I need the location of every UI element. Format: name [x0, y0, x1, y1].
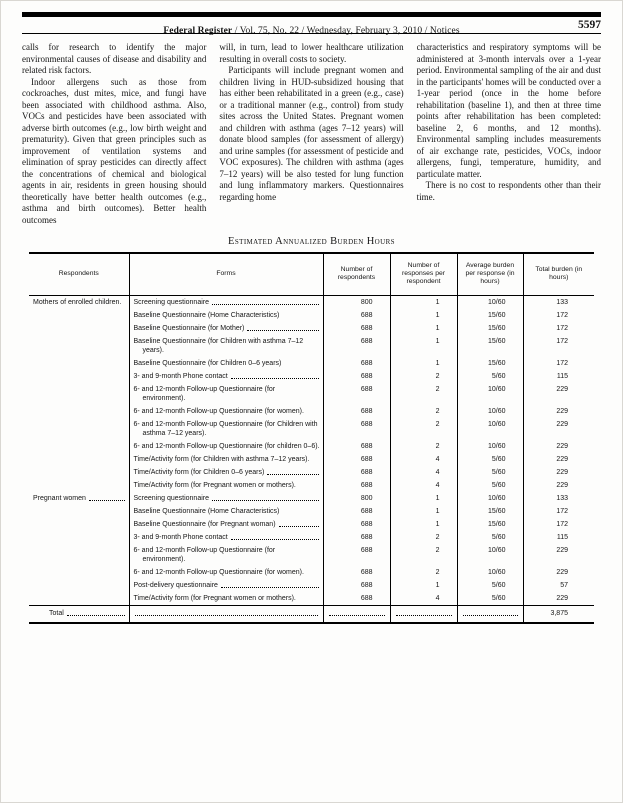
table-row [29, 466, 594, 479]
respondent-cell [29, 440, 129, 453]
total-burden-cell: 229 [523, 566, 594, 579]
paragraph: Indoor allergens such as those from cockroaches, dust mites, mice, and fungi have been associated with childhood asthma. Also, VOCs and pesticides have been associated with adverse birth outcomes (e.g., low birth weight and prematurity). Given that green principles such as improvement of ventilation systems and elimination of spray pesticides can directly affect the concentrations of chemical and biological agents in air, residents in green housing should theoretically have better health outcomes (e.g., asthma and birth outcomes). Better health outcomes [22, 76, 207, 225]
form-label [134, 324, 320, 333]
table-header-row [29, 253, 594, 295]
dotted-cell [323, 605, 390, 623]
table-total-row [29, 605, 594, 623]
total-burden-cell: 229 [523, 383, 594, 405]
respondent-cell [29, 518, 129, 531]
table-row [29, 440, 594, 453]
form-label: 6- and 12-month Follow-up Questionnaire (for environment). [133, 385, 276, 402]
total-burden-cell: 229 [523, 466, 594, 479]
table-row [29, 357, 594, 370]
dotted-leader [212, 500, 319, 501]
dotted-leader [463, 609, 518, 616]
form-cell [129, 479, 323, 492]
respondent-cell [29, 405, 129, 418]
respondent-cell [29, 322, 129, 335]
form-cell [129, 592, 323, 606]
form-label: 6- and 12-month Follow-up Questionnaire (for women). [133, 407, 304, 415]
table-row [29, 405, 594, 418]
avg-burden-cell: 5/60 [457, 370, 523, 383]
table-title: Estimated Annualized Burden Hours [228, 236, 395, 247]
masthead-line [22, 17, 601, 36]
avg-burden-cell: 10/60 [457, 544, 523, 566]
num-respondents-cell: 688 [323, 370, 390, 383]
form-label: Baseline Questionnaire (for Children 0–6 years) [133, 359, 282, 367]
form-cell [129, 370, 323, 383]
form-label [134, 298, 320, 307]
num-respondents-cell: 688 [323, 592, 390, 606]
num-responses-cell: 4 [390, 453, 457, 466]
paragraph: There is no cost to respondents other than their time. [416, 180, 601, 202]
form-label-text: 3- and 9-month Phone contact [133, 533, 228, 541]
avg-burden-cell: 15/60 [457, 505, 523, 518]
form-cell [129, 322, 323, 335]
form-cell [129, 295, 323, 309]
form-cell [129, 579, 323, 592]
respondent-cell [29, 505, 129, 518]
avg-burden-cell: 5/60 [457, 453, 523, 466]
num-responses-cell: 1 [390, 357, 457, 370]
table-row [29, 453, 594, 466]
table-row [29, 383, 594, 405]
form-label [134, 533, 320, 542]
num-responses-cell: 1 [390, 505, 457, 518]
respondent-cell [29, 579, 129, 592]
paragraph-continuation: will, in turn, lead to lower healthcare utilization resulting in overall costs to society. [219, 42, 404, 64]
form-label-text: Baseline Questionnaire (for Pregnant woman) [133, 520, 276, 528]
burden-table [29, 252, 594, 624]
avg-burden-cell: 15/60 [457, 309, 523, 322]
total-burden-cell: 229 [523, 544, 594, 566]
form-cell [129, 440, 323, 453]
avg-burden-cell: 15/60 [457, 357, 523, 370]
col-header-number-of-respondents: Number of respondents [323, 253, 390, 295]
avg-burden-cell: 5/60 [457, 592, 523, 606]
col-header-total-burden: Total burden (in hours) [523, 253, 594, 295]
num-respondents-cell: 688 [323, 357, 390, 370]
dotted-leader [247, 330, 318, 331]
respondent-cell [29, 531, 129, 544]
column-3 [417, 42, 601, 226]
respondent-cell [29, 544, 129, 566]
form-label: Time/Activity form (for Pregnant women or mothers). [133, 594, 296, 602]
table-row [29, 295, 594, 309]
dotted-leader [329, 609, 385, 616]
respondent-cell [29, 492, 129, 505]
form-label: Baseline Questionnaire (Home Characteristics) [133, 507, 280, 515]
form-cell [129, 492, 323, 505]
journal-name: Federal Register [163, 26, 233, 36]
num-respondents-cell: 688 [323, 322, 390, 335]
col-header-respondents: Respondents [29, 253, 129, 295]
paragraph: Participants will include pregnant women and children living in HUD-subsidized housing that has either been rehabilitated in a green (e.g., case) or a traditional manner (e.g., control) from study sites across the United States. Pregnant women and children with asthma (ages 7–12 years) will donate blood samples (for assessment of allergy) and urine samples (for assessment of pesticide and VOC exposures). The children with asthma (ages 7–12 years) will be also tested for lung function and lung inflammatory markers. Questionnaires regarding home [219, 65, 404, 202]
form-label-text: Screening questionnaire [133, 494, 209, 502]
table-row [29, 579, 594, 592]
num-respondents-cell: 688 [323, 309, 390, 322]
col-header-responses-per-respondent: Number of responses per respondent [390, 253, 457, 295]
num-responses-cell: 2 [390, 383, 457, 405]
num-responses-cell: 2 [390, 531, 457, 544]
form-label-text: Time/Activity form (for Children 0–6 years) [133, 468, 265, 476]
num-responses-cell: 2 [390, 405, 457, 418]
num-responses-cell: 4 [390, 592, 457, 606]
issue-info: / Vol. 75, No. 22 / Wednesday, February 3, 2010 / Notices [234, 26, 460, 36]
form-label-text: Baseline Questionnaire (for Mother) [133, 324, 245, 332]
total-burden-cell: 115 [523, 370, 594, 383]
avg-burden-cell: 10/60 [457, 492, 523, 505]
num-respondents-cell: 688 [323, 505, 390, 518]
num-responses-cell: 1 [390, 579, 457, 592]
table-row [29, 370, 594, 383]
dotted-leader [212, 304, 319, 305]
page-number: 5597 [578, 19, 601, 31]
dotted-leader [396, 609, 452, 616]
avg-burden-cell: 10/60 [457, 440, 523, 453]
num-respondents-cell: 688 [323, 440, 390, 453]
respondent-cell [29, 592, 129, 606]
form-label [134, 520, 320, 529]
num-respondents-cell: 688 [323, 453, 390, 466]
num-responses-cell: 1 [390, 309, 457, 322]
respondent-cell [29, 370, 129, 383]
form-label [134, 581, 320, 590]
avg-burden-cell: 10/60 [457, 566, 523, 579]
total-burden-cell: 172 [523, 357, 594, 370]
form-cell [129, 466, 323, 479]
form-label [134, 468, 320, 477]
form-cell [129, 531, 323, 544]
num-respondents-cell: 688 [323, 544, 390, 566]
num-respondents-cell: 688 [323, 466, 390, 479]
num-responses-cell: 4 [390, 479, 457, 492]
num-responses-cell: 2 [390, 440, 457, 453]
num-respondents-cell: 800 [323, 295, 390, 309]
num-responses-cell: 1 [390, 295, 457, 309]
total-burden-cell: 133 [523, 492, 594, 505]
table-row [29, 335, 594, 357]
col-header-average-burden: Average burden per response (in hours) [457, 253, 523, 295]
total-label-text: Total [49, 609, 64, 617]
table-row [29, 544, 594, 566]
num-responses-cell: 4 [390, 466, 457, 479]
form-label: 6- and 12-month Follow-up Questionnaire (for children 0–6). [133, 442, 320, 450]
respondent-cell [29, 453, 129, 466]
dotted-leader [221, 587, 319, 588]
num-responses-cell: 1 [390, 492, 457, 505]
table-row [29, 518, 594, 531]
table-row [29, 309, 594, 322]
table-row [29, 531, 594, 544]
total-burden-cell: 229 [523, 592, 594, 606]
respondent-cell [29, 357, 129, 370]
column-1 [22, 42, 206, 226]
total-label [49, 609, 126, 618]
form-label-text: 3- and 9-month Phone contact [133, 372, 228, 380]
form-label-text: Screening questionnaire [133, 298, 209, 306]
num-respondents-cell: 800 [323, 492, 390, 505]
total-burden-cell: 172 [523, 518, 594, 531]
form-label: Baseline Questionnaire (for Children with asthma 7–12 years). [133, 337, 304, 354]
avg-burden-cell: 15/60 [457, 335, 523, 357]
avg-burden-cell: 10/60 [457, 405, 523, 418]
form-cell [129, 383, 323, 405]
total-burden-cell: 57 [523, 579, 594, 592]
form-label: Time/Activity form (for Pregnant women or mothers). [133, 481, 296, 489]
respondent-cell [29, 383, 129, 405]
form-label: 6- and 12-month Follow-up Questionnaire (for Children with asthma 7–12 years). [133, 420, 318, 437]
dotted-cell [129, 605, 323, 623]
respondent-label: Mothers of enrolled children. [33, 298, 122, 306]
form-label: 6- and 12-month Follow-up Questionnaire (for environment). [133, 546, 276, 563]
respondent-cell [29, 466, 129, 479]
num-responses-cell: 1 [390, 322, 457, 335]
table-row [29, 418, 594, 440]
num-respondents-cell: 688 [323, 418, 390, 440]
table-row [29, 505, 594, 518]
form-cell [129, 544, 323, 566]
dotted-leader [67, 615, 125, 616]
dotted-leader [231, 378, 319, 379]
num-respondents-cell: 688 [323, 579, 390, 592]
avg-burden-cell: 5/60 [457, 579, 523, 592]
table-row [29, 566, 594, 579]
num-responses-cell: 2 [390, 566, 457, 579]
total-label-cell [29, 605, 129, 623]
col-header-forms: Forms [129, 253, 323, 295]
form-cell [129, 566, 323, 579]
num-responses-cell: 2 [390, 370, 457, 383]
table-header [29, 253, 594, 295]
table-row [29, 479, 594, 492]
total-burden-cell: 133 [523, 295, 594, 309]
total-burden-cell: 229 [523, 440, 594, 453]
num-respondents-cell: 688 [323, 518, 390, 531]
num-respondents-cell: 688 [323, 479, 390, 492]
masthead [22, 12, 601, 34]
paragraph-continuation: characteristics and respiratory symptoms will be administered at 3-month intervals over a 1-year period. Environmental sampling of the air and dust in the participants' homes will be conducted over a 1-year period (once in the home before rehabilitation (baseline 1), and then at three time points after rehabilitation has been completed: baseline 2, 6 months, and 12 months). Environmental sampling includes measurements of air exchange rate, pesticides, VOCs, indoor allergens, fungi, temperature, humidity, and particulate matter. [416, 42, 601, 179]
form-cell [129, 418, 323, 440]
total-burden-cell: 172 [523, 309, 594, 322]
num-respondents-cell: 688 [323, 335, 390, 357]
form-cell [129, 357, 323, 370]
form-label: Baseline Questionnaire (Home Characteristics) [133, 311, 280, 319]
num-respondents-cell: 688 [323, 383, 390, 405]
num-responses-cell: 2 [390, 544, 457, 566]
article-columns [22, 42, 601, 226]
avg-burden-cell: 5/60 [457, 479, 523, 492]
respondent-cell [29, 566, 129, 579]
form-label-text: Post-delivery questionnaire [133, 581, 218, 589]
total-burden-cell: 172 [523, 505, 594, 518]
table-row [29, 592, 594, 606]
form-cell [129, 405, 323, 418]
avg-burden-cell: 15/60 [457, 518, 523, 531]
form-cell [129, 505, 323, 518]
num-respondents-cell: 688 [323, 566, 390, 579]
dotted-leader [89, 500, 125, 501]
form-cell [129, 309, 323, 322]
avg-burden-cell: 10/60 [457, 418, 523, 440]
dotted-leader [267, 474, 318, 475]
total-burden-cell: 115 [523, 531, 594, 544]
avg-burden-cell: 10/60 [457, 295, 523, 309]
total-burden-cell: 172 [523, 322, 594, 335]
form-label [134, 372, 320, 381]
avg-burden-cell: 5/60 [457, 531, 523, 544]
form-label: 6- and 12-month Follow-up Questionnaire (for women). [133, 568, 304, 576]
num-respondents-cell: 688 [323, 531, 390, 544]
dotted-leader [279, 526, 319, 527]
avg-burden-cell: 15/60 [457, 322, 523, 335]
form-label: Time/Activity form (for Children with asthma 7–12 years). [133, 455, 310, 463]
num-responses-cell: 1 [390, 518, 457, 531]
dotted-cell [390, 605, 457, 623]
total-burden-cell: 229 [523, 453, 594, 466]
dotted-leader [135, 609, 318, 616]
respondent-cell [29, 295, 129, 309]
form-label [134, 494, 320, 503]
dotted-cell [457, 605, 523, 623]
burden-table-body [29, 295, 594, 623]
respondent-cell [29, 418, 129, 440]
form-cell [129, 335, 323, 357]
respondent-cell [29, 309, 129, 322]
num-responses-cell: 1 [390, 335, 457, 357]
avg-burden-cell: 10/60 [457, 383, 523, 405]
respondent-label [33, 494, 126, 503]
num-respondents-cell: 688 [323, 405, 390, 418]
grand-total-cell: 3,875 [523, 605, 594, 623]
respondent-cell [29, 479, 129, 492]
total-burden-cell: 172 [523, 335, 594, 357]
total-burden-cell: 229 [523, 405, 594, 418]
dotted-leader [231, 539, 319, 540]
total-burden-cell: 229 [523, 418, 594, 440]
form-cell [129, 518, 323, 531]
avg-burden-cell: 5/60 [457, 466, 523, 479]
paragraph-continuation: calls for research to identify the major environmental causes of disease and disability and related risk factors. [22, 42, 207, 75]
total-burden-cell: 229 [523, 479, 594, 492]
form-cell [129, 453, 323, 466]
masthead-title [163, 26, 459, 36]
num-responses-cell: 2 [390, 418, 457, 440]
respondent-label-text: Pregnant women [33, 494, 86, 502]
table-row [29, 322, 594, 335]
respondent-cell [29, 335, 129, 357]
table-row [29, 492, 594, 505]
column-2 [219, 42, 403, 226]
